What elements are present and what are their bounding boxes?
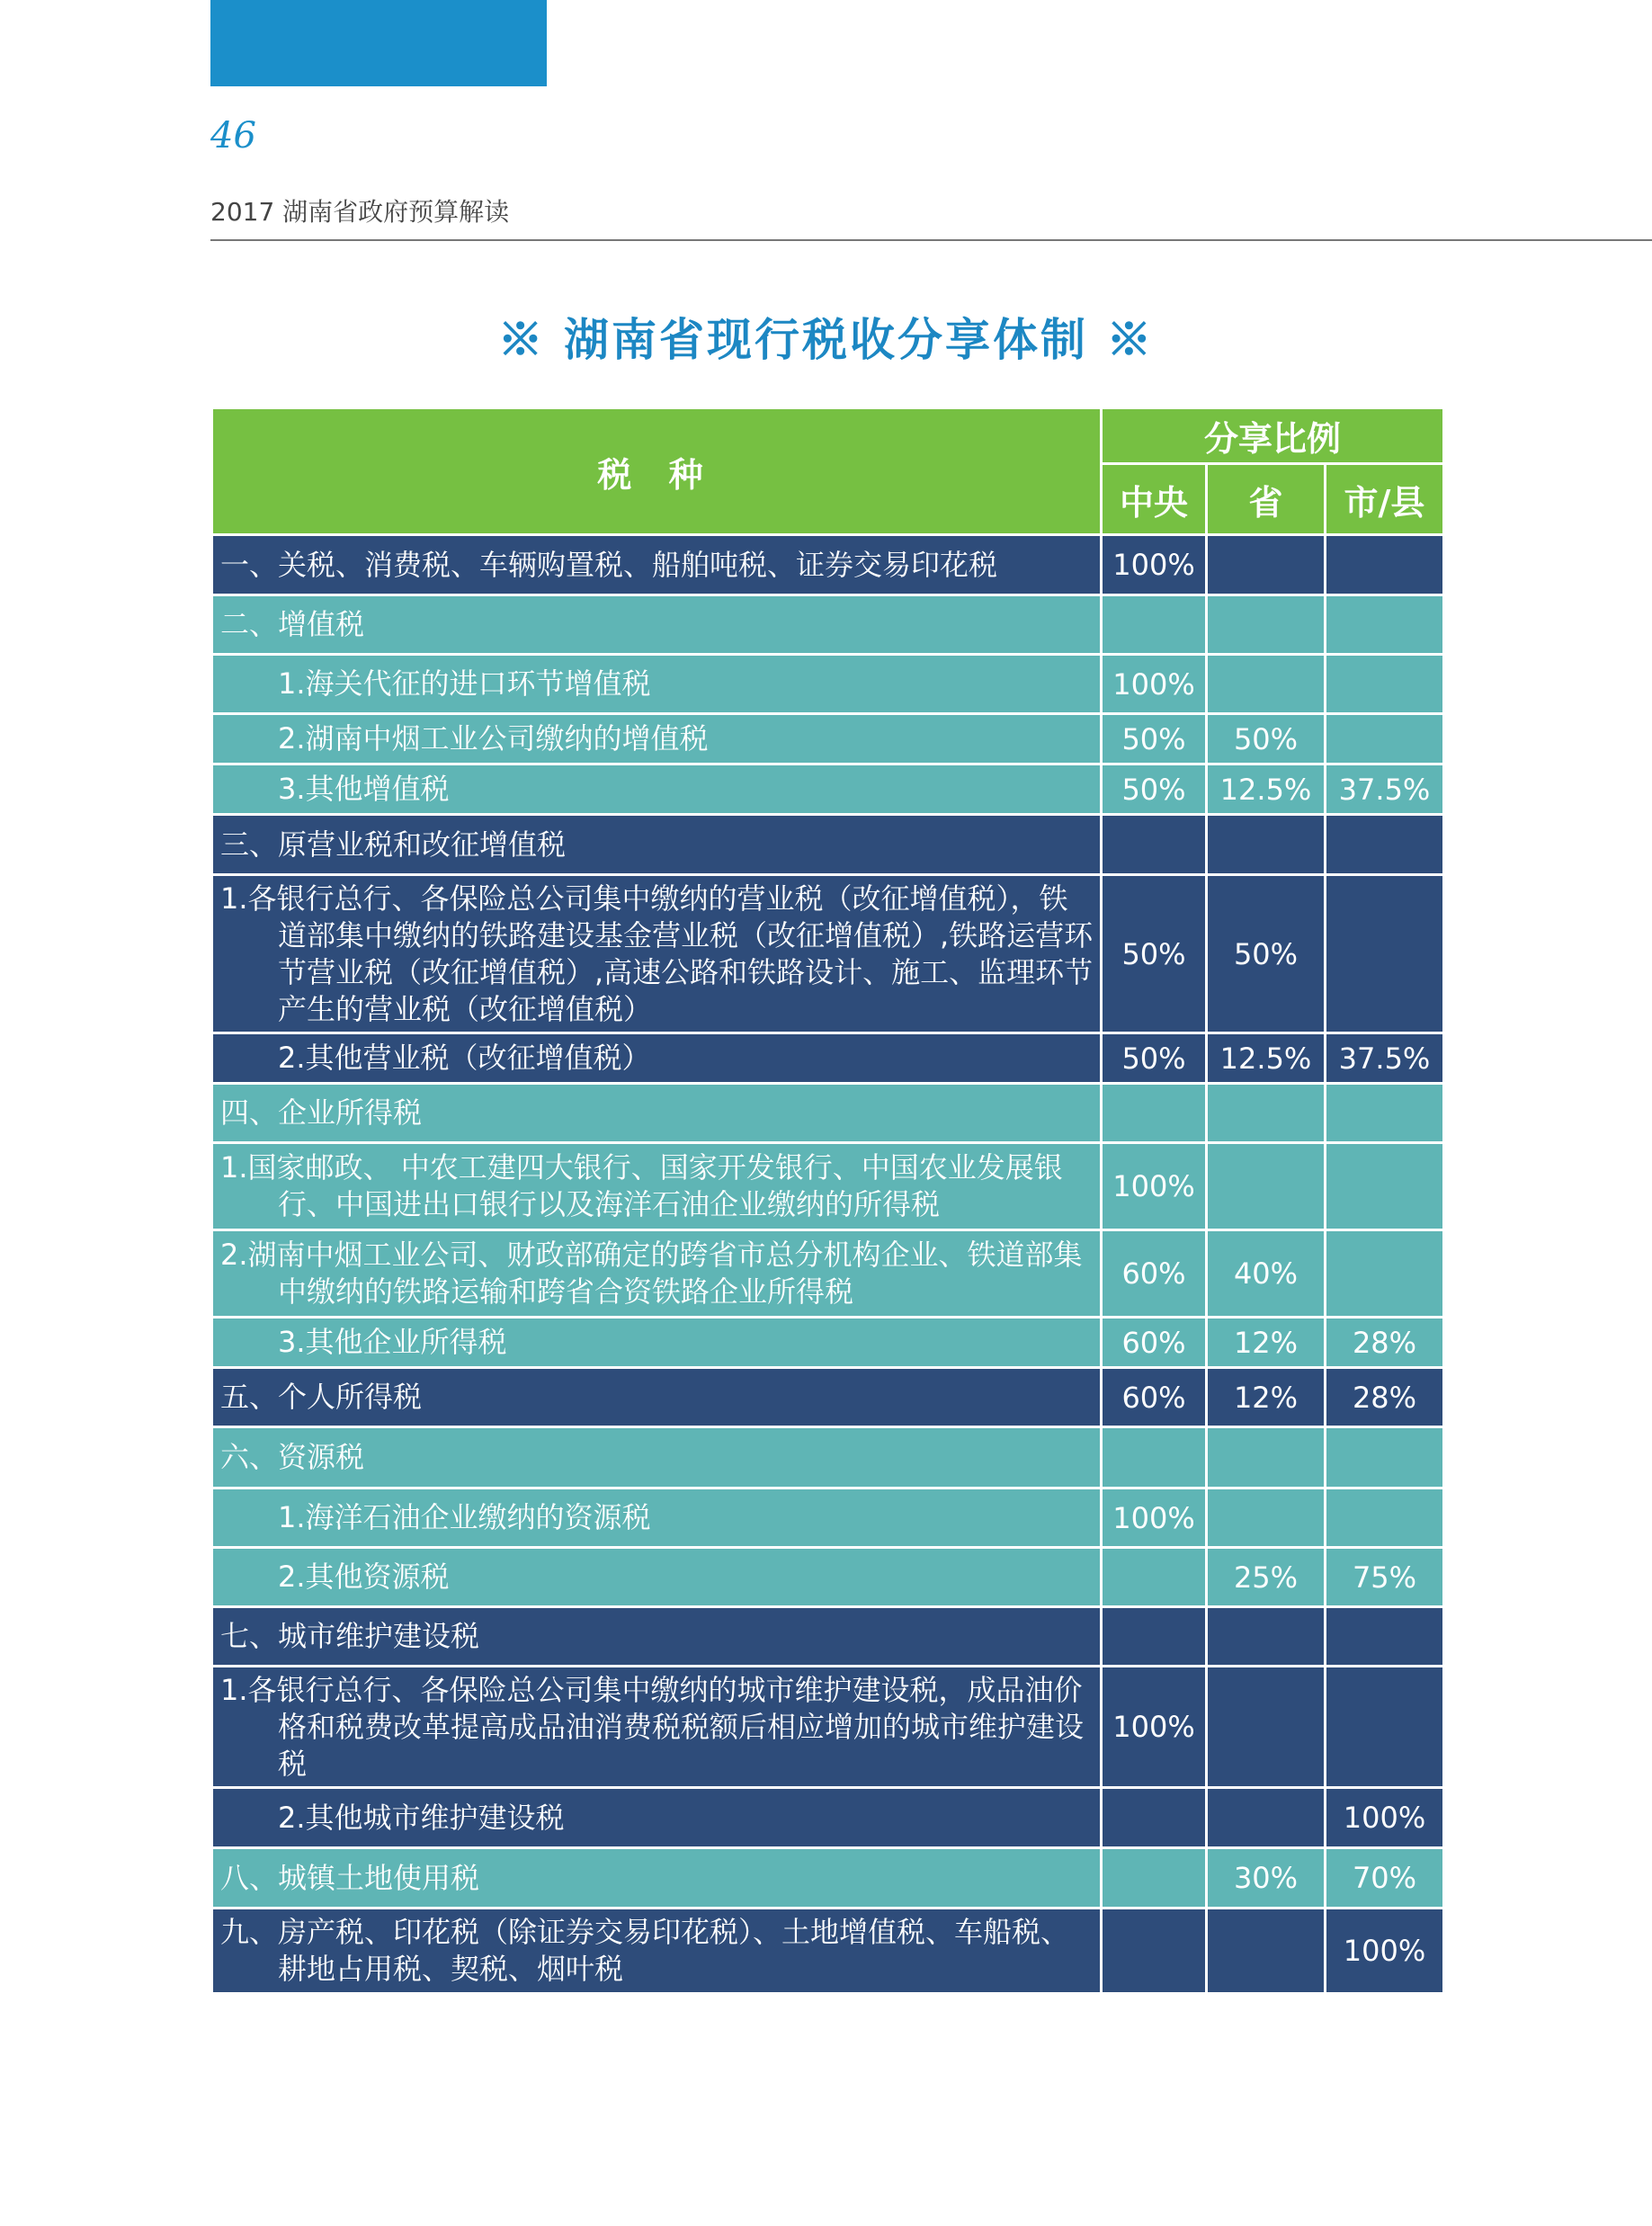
row-label: 一、关税、消费税、车辆购置税、船舶吨税、证券交易印花税 xyxy=(212,535,1102,595)
cell-province: 12.5% xyxy=(1207,1033,1326,1084)
page-title: ※ 湖南省现行税收分享体制 ※ xyxy=(497,313,1155,366)
cell-province xyxy=(1207,1909,1326,1994)
table-row xyxy=(212,1368,1444,1427)
cell-city: 75% xyxy=(1326,1548,1444,1607)
cell-province: 40% xyxy=(1207,1230,1326,1318)
header-province: 省 xyxy=(1207,464,1326,535)
cell-city: 100% xyxy=(1326,1909,1444,1994)
cell-city xyxy=(1326,714,1444,764)
cell-city xyxy=(1326,1488,1444,1548)
cell-central xyxy=(1102,1607,1207,1667)
row-label: 七、城市维护建设税 xyxy=(212,1607,1102,1667)
cell-central: 100% xyxy=(1102,1143,1207,1230)
cell-central: 100% xyxy=(1102,655,1207,714)
table-row xyxy=(212,595,1444,655)
cell-central xyxy=(1102,1084,1207,1143)
cell-province xyxy=(1207,655,1326,714)
cell-city xyxy=(1326,1667,1444,1788)
header-city-county: 市/县 xyxy=(1326,464,1444,535)
cell-province xyxy=(1207,815,1326,875)
cell-central: 100% xyxy=(1102,1667,1207,1788)
row-label: 1.各银行总行、各保险总公司集中缴纳的营业税（改征增值税），铁道部集中缴纳的铁路建设基金营业税（改征增值税）,铁路运营环节营业税（改征增值税）,高速公路和铁路设计、施工、监理环节产生的营业税（改征增值税） xyxy=(212,875,1102,1033)
table-row xyxy=(212,1084,1444,1143)
table-row xyxy=(212,1848,1444,1909)
row-label: 八、城镇土地使用税 xyxy=(212,1848,1102,1909)
cell-central: 50% xyxy=(1102,714,1207,764)
table-row xyxy=(212,1667,1444,1788)
row-label: 3.其他企业所得税 xyxy=(212,1318,1102,1368)
table-row xyxy=(212,815,1444,875)
cell-city xyxy=(1326,1607,1444,1667)
table-row xyxy=(212,1143,1444,1230)
cell-central: 60% xyxy=(1102,1318,1207,1368)
cell-province: 25% xyxy=(1207,1548,1326,1607)
cell-province: 50% xyxy=(1207,714,1326,764)
tax-sharing-table xyxy=(210,407,1445,1995)
table-row xyxy=(212,875,1444,1033)
table-row xyxy=(212,535,1444,595)
cell-province: 50% xyxy=(1207,875,1326,1033)
table-row xyxy=(212,714,1444,764)
cell-central: 50% xyxy=(1102,764,1207,815)
row-label: 1.各银行总行、各保险总公司集中缴纳的城市维护建设税，成品油价格和税费改革提高成品油消费税税额后相应增加的城市维护建设税 xyxy=(212,1667,1102,1788)
cell-central xyxy=(1102,1848,1207,1909)
row-label: 2.其他资源税 xyxy=(212,1548,1102,1607)
cell-province xyxy=(1207,1488,1326,1548)
table-row xyxy=(212,1548,1444,1607)
cell-central xyxy=(1102,1909,1207,1994)
cell-central xyxy=(1102,595,1207,655)
cell-city: 37.5% xyxy=(1326,1033,1444,1084)
table-row xyxy=(212,764,1444,815)
cell-city xyxy=(1326,1230,1444,1318)
header-tax-type: 税 种 xyxy=(212,408,1102,535)
cell-central xyxy=(1102,1427,1207,1488)
table-row xyxy=(212,655,1444,714)
cell-province xyxy=(1207,1788,1326,1848)
row-label: 1.海洋石油企业缴纳的资源税 xyxy=(212,1488,1102,1548)
table-row xyxy=(212,1909,1444,1994)
table-row xyxy=(212,1607,1444,1667)
cell-province: 12.5% xyxy=(1207,764,1326,815)
row-label: 1.国家邮政、 中农工建四大银行、国家开发银行、中国农业发展银行、中国进出口银行以及海洋石油企业缴纳的所得税 xyxy=(212,1143,1102,1230)
cell-central: 100% xyxy=(1102,535,1207,595)
row-label: 2.湖南中烟工业公司、财政部确定的跨省市总分机构企业、铁道部集中缴纳的铁路运输和跨省合资铁路企业所得税 xyxy=(212,1230,1102,1318)
cell-central xyxy=(1102,1788,1207,1848)
cell-city xyxy=(1326,1427,1444,1488)
cell-city xyxy=(1326,1143,1444,1230)
cell-province: 12% xyxy=(1207,1368,1326,1427)
row-label: 二、增值税 xyxy=(212,595,1102,655)
table-row xyxy=(212,1033,1444,1084)
cell-province xyxy=(1207,1084,1326,1143)
cell-city xyxy=(1326,875,1444,1033)
cell-city xyxy=(1326,655,1444,714)
cell-province xyxy=(1207,1607,1326,1667)
cell-province xyxy=(1207,535,1326,595)
top-accent-bar xyxy=(210,0,547,86)
cell-province xyxy=(1207,1143,1326,1230)
table-row xyxy=(212,1488,1444,1548)
row-label: 九、房产税、印花税（除证券交易印花税）、土地增值税、车船税、耕地占用税、契税、烟叶税 xyxy=(212,1909,1102,1994)
table-row xyxy=(212,1230,1444,1318)
row-label: 三、原营业税和改征增值税 xyxy=(212,815,1102,875)
row-label: 2.湖南中烟工业公司缴纳的增值税 xyxy=(212,714,1102,764)
row-label: 2.其他城市维护建设税 xyxy=(212,1788,1102,1848)
page-number: 46 xyxy=(210,115,256,156)
cell-city: 70% xyxy=(1326,1848,1444,1909)
cell-city xyxy=(1326,535,1444,595)
cell-city xyxy=(1326,815,1444,875)
row-label: 3.其他增值税 xyxy=(212,764,1102,815)
cell-city xyxy=(1326,1084,1444,1143)
row-label: 六、资源税 xyxy=(212,1427,1102,1488)
cell-province xyxy=(1207,1427,1326,1488)
header-divider xyxy=(210,239,1652,241)
table-row xyxy=(212,1427,1444,1488)
cell-city: 28% xyxy=(1326,1318,1444,1368)
cell-city: 100% xyxy=(1326,1788,1444,1848)
header-central: 中央 xyxy=(1102,464,1207,535)
cell-central xyxy=(1102,1548,1207,1607)
row-label: 四、企业所得税 xyxy=(212,1084,1102,1143)
cell-central: 50% xyxy=(1102,1033,1207,1084)
cell-central xyxy=(1102,815,1207,875)
cell-city: 37.5% xyxy=(1326,764,1444,815)
cell-central: 100% xyxy=(1102,1488,1207,1548)
cell-city xyxy=(1326,595,1444,655)
header-share-ratio: 分享比例 xyxy=(1102,408,1444,464)
cell-province: 30% xyxy=(1207,1848,1326,1909)
cell-city: 28% xyxy=(1326,1368,1444,1427)
table-row xyxy=(212,1318,1444,1368)
cell-province xyxy=(1207,595,1326,655)
row-label: 1.海关代征的进口环节增值税 xyxy=(212,655,1102,714)
table-row xyxy=(212,1788,1444,1848)
cell-central: 60% xyxy=(1102,1230,1207,1318)
row-label: 五、个人所得税 xyxy=(212,1368,1102,1427)
cell-province: 12% xyxy=(1207,1318,1326,1368)
cell-province xyxy=(1207,1667,1326,1788)
running-header: 2017 湖南省政府预算解读 xyxy=(210,197,510,227)
cell-central: 60% xyxy=(1102,1368,1207,1427)
cell-central: 50% xyxy=(1102,875,1207,1033)
row-label: 2.其他营业税（改征增值税） xyxy=(212,1033,1102,1084)
